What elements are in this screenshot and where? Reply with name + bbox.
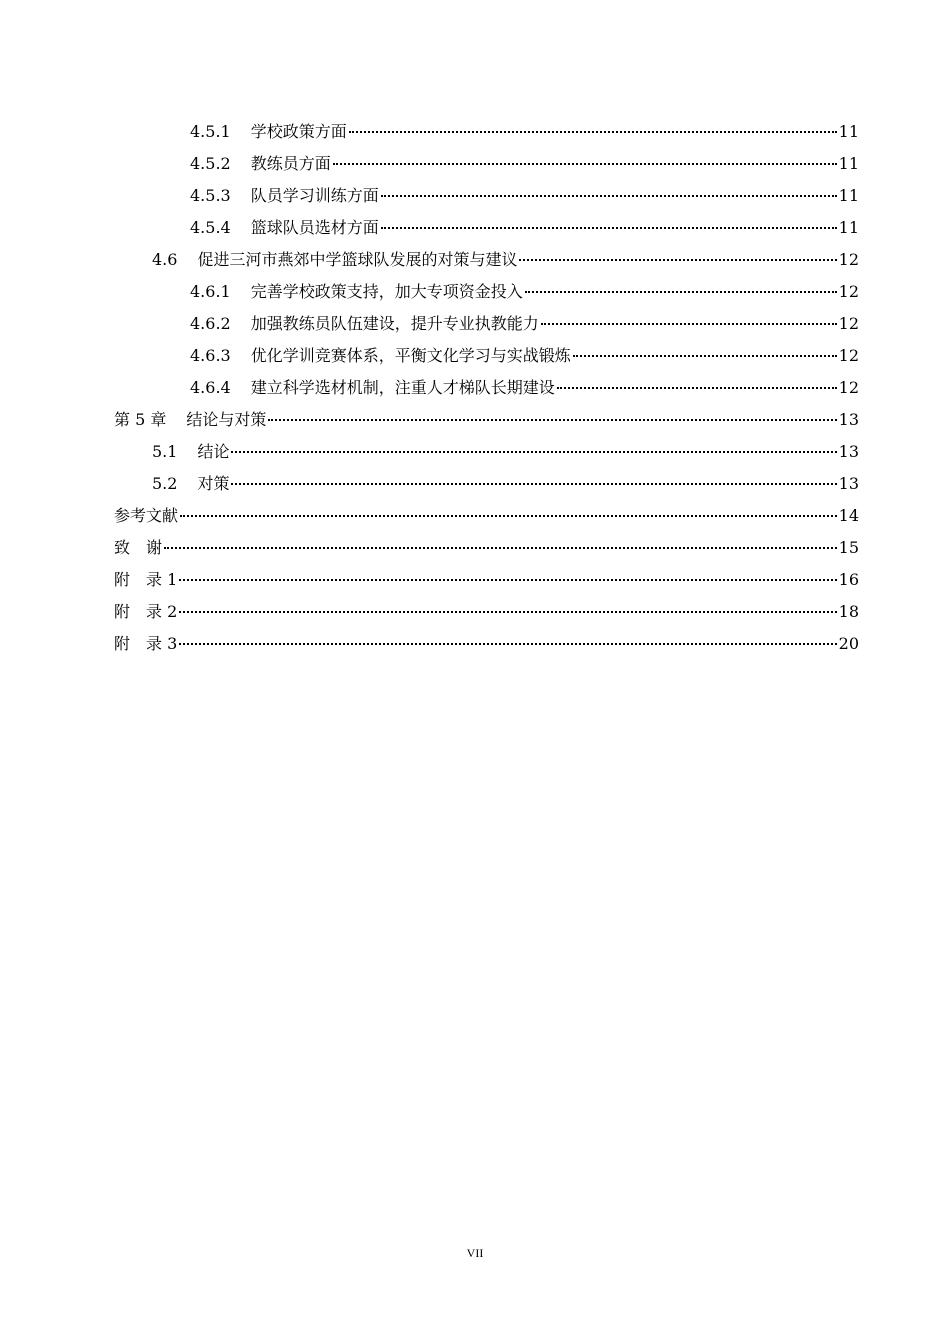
toc-entry[interactable] xyxy=(114,244,859,276)
toc-entry[interactable] xyxy=(114,532,859,564)
toc-dot-leader xyxy=(179,643,836,645)
toc-entry-title: 优化学训竞赛体系，平衡文化学习与实战锻炼 xyxy=(250,346,571,365)
toc-entry-number: 第 5 章 xyxy=(114,410,167,429)
toc-entry-page: 20 xyxy=(838,634,859,653)
toc-entry-page: 12 xyxy=(838,282,859,301)
toc-dot-leader xyxy=(381,195,837,197)
page-footer-number: VII xyxy=(466,1246,484,1260)
toc-entry-number: 4.5.3 xyxy=(190,186,231,205)
toc-entry-page: 15 xyxy=(838,538,859,557)
toc-entry-number: 4.5.4 xyxy=(190,218,231,237)
toc-entry-page: 12 xyxy=(838,346,859,365)
toc-entry-page: 11 xyxy=(838,186,859,205)
toc-entry[interactable] xyxy=(114,564,859,596)
toc-dot-leader xyxy=(231,483,836,485)
toc-entry-page: 14 xyxy=(838,506,859,525)
toc-entry[interactable] xyxy=(114,500,859,532)
toc-entry-page: 13 xyxy=(838,410,859,429)
toc-entry-title: 对策 xyxy=(197,474,230,493)
toc-dot-leader xyxy=(519,259,836,261)
toc-entry-number: 5.1 xyxy=(152,442,178,461)
toc-entry-number: 4.6 xyxy=(152,250,178,269)
toc-entry-page: 16 xyxy=(838,570,859,589)
toc-entry-title: 完善学校政策支持，加大专项资金投入 xyxy=(250,282,523,301)
toc-entry-title: 致 谢 xyxy=(114,538,163,557)
toc-dot-leader xyxy=(381,227,837,229)
toc-entry[interactable] xyxy=(114,628,859,660)
toc-dot-leader xyxy=(268,419,836,421)
toc-entry-page: 12 xyxy=(838,250,859,269)
toc-entry-number: 4.6.4 xyxy=(190,378,231,397)
toc-dot-leader xyxy=(179,611,836,613)
toc-entry-page: 11 xyxy=(838,218,859,237)
toc-entry-title: 附 录 3 xyxy=(114,634,178,653)
toc-dot-leader xyxy=(179,579,836,581)
toc-entry-title: 教练员方面 xyxy=(250,154,331,173)
toc-entry-number: 4.5.2 xyxy=(190,154,231,173)
toc-entry-title: 结论与对策 xyxy=(186,410,267,429)
toc-entry[interactable] xyxy=(114,372,859,404)
toc-entry-number: 4.5.1 xyxy=(190,122,231,141)
table-of-contents xyxy=(114,116,859,660)
toc-entry[interactable] xyxy=(114,308,859,340)
toc-dot-leader xyxy=(164,547,837,549)
toc-entry-page: 11 xyxy=(838,154,859,173)
toc-entry[interactable] xyxy=(114,212,859,244)
toc-entry-number: 4.6.1 xyxy=(190,282,231,301)
toc-entry-title: 促进三河市燕郊中学篮球队发展的对策与建议 xyxy=(197,250,518,269)
toc-dot-leader xyxy=(180,515,837,517)
toc-entry[interactable] xyxy=(114,596,859,628)
toc-dot-leader xyxy=(349,131,837,133)
toc-entry[interactable] xyxy=(114,276,859,308)
toc-dot-leader xyxy=(573,355,837,357)
toc-dot-leader xyxy=(231,451,836,453)
toc-entry-number: 4.6.3 xyxy=(190,346,231,365)
toc-entry[interactable] xyxy=(114,180,859,212)
toc-entry[interactable] xyxy=(114,404,859,436)
toc-entry-title: 附 录 2 xyxy=(114,602,178,621)
toc-entry-title: 结论 xyxy=(197,442,230,461)
toc-entry[interactable] xyxy=(114,116,859,148)
toc-entry[interactable] xyxy=(114,468,859,500)
toc-dot-leader xyxy=(333,163,837,165)
toc-entry-title: 参考文献 xyxy=(114,506,179,525)
toc-entry-title: 加强教练员队伍建设，提升专业执教能力 xyxy=(250,314,539,333)
toc-entry-title: 学校政策方面 xyxy=(250,122,347,141)
toc-entry-page: 13 xyxy=(838,474,859,493)
toc-dot-leader xyxy=(541,323,837,325)
toc-entry-title: 建立科学选材机制，注重人才梯队长期建设 xyxy=(250,378,555,397)
toc-entry-title: 队员学习训练方面 xyxy=(250,186,379,205)
toc-entry-title: 篮球队员选材方面 xyxy=(250,218,379,237)
toc-entry-page: 12 xyxy=(838,314,859,333)
toc-entry-number: 5.2 xyxy=(152,474,178,493)
toc-entry-page: 18 xyxy=(838,602,859,621)
toc-entry[interactable] xyxy=(114,340,859,372)
toc-entry-page: 11 xyxy=(838,122,859,141)
toc-entry-number: 4.6.2 xyxy=(190,314,231,333)
toc-entry-page: 12 xyxy=(838,378,859,397)
toc-dot-leader xyxy=(557,387,837,389)
toc-entry-page: 13 xyxy=(838,442,859,461)
toc-entry[interactable] xyxy=(114,436,859,468)
toc-entry[interactable] xyxy=(114,148,859,180)
toc-entry-title: 附 录 1 xyxy=(114,570,178,589)
toc-dot-leader xyxy=(525,291,837,293)
